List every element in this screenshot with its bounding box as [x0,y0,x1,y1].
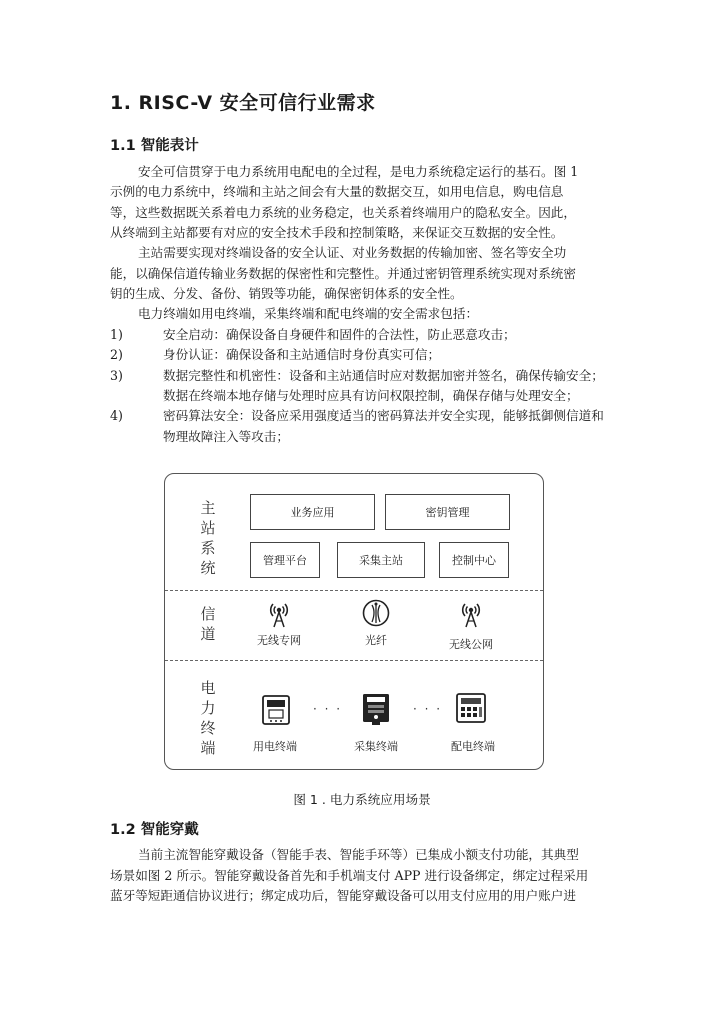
list-number: 3) [110,368,123,383]
terminal-label: 用电终端 [253,740,297,753]
box-business-app: 业务应用 [250,494,375,530]
box-management-platform: 管理平台 [250,542,320,578]
para3-line: 电力终端如用电终端，采集终端和配电终端的安全需求包括： [138,306,479,321]
power-system-diagram [164,473,544,770]
para2-line: 能，以确保信道传输业务数据的保密性和完整性。并通过密钥管理系统实现对系统密 [110,266,576,281]
box-collection-master: 采集主站 [337,542,425,578]
channel-label: 光纤 [365,634,387,647]
para1-line: 从终端到主站都要有对应的安全技术手段和控制策略，来保证交互数据的安全性。 [110,225,564,240]
para1-line: 等，这些数据既关系着电力系统的业务稳定，也关系着终端用户的隐私安全。因此， [110,205,576,220]
channel-label: 无线公网 [449,638,493,651]
terminal-label: 配电终端 [451,740,495,753]
list-item: 数据完整性和机密性：设备和主站通信时应对数据加密并签名，确保传输安全； [163,368,604,383]
collector-terminal-icon [360,692,392,726]
para2-line: 钥的生成、分发、备份、销毁等功能，确保密钥体系的安全性。 [110,286,463,301]
list-number: 1) [110,327,123,342]
ellipsis: · · · [313,702,343,716]
section-title-1-2: 1.2 智能穿戴 [110,822,199,838]
list-item: 身份认证：确保设备和主站通信时身份真实可信； [163,347,441,362]
figure-caption: 图 1 . 电力系统应用场景 [293,792,431,807]
para4-line: 当前主流智能穿戴设备（智能手表、智能手环等）已集成小额支付功能，其典型 [138,847,579,862]
para4-line: 场景如图 2 所示。智能穿戴设备首先和手机端支付 APP 进行设备绑定，绑定过程采用 [110,868,589,883]
list-number: 4) [110,408,123,423]
electric-meter-icon [261,694,291,726]
para2-line: 主站需要实现对终端设备的安全认证、对业务数据的传输加密、签名等安全功 [138,245,567,260]
row-label-master: 主站系统 [200,499,216,577]
antenna-icon [457,600,485,628]
row-label-channel: 信道 [200,605,216,643]
channel-label: 无线专网 [257,634,301,647]
row-label-terminal: 电力终端 [200,679,216,757]
section-title-1: 1. RISC-V 安全可信行业需求 [110,92,376,114]
para4-line: 蓝牙等短距通信协议进行；绑定成功后，智能穿戴设备可以用支付应用的用户账户进 [110,888,576,903]
box-key-management: 密钥管理 [385,494,510,530]
divider [165,660,543,661]
para1-line: 示例的电力系统中，终端和主站之间会有大量的数据交互，如用电信息，购电信息 [110,184,564,199]
list-item: 安全启动：确保设备自身硬件和固件的合法性，防止恶意攻击； [163,327,516,342]
section-title-1-1: 1.1 智能表计 [110,138,199,154]
list-item: 密码算法安全：设备应采用强度适当的密码算法并安全实现，能够抵御侧信道和 [163,408,604,423]
box-control-center: 控制中心 [439,542,509,578]
para1-line: 安全可信贯穿于电力系统用电配电的全过程，是电力系统稳定运行的基石。图 1 [138,164,579,179]
fiber-icon [361,598,391,628]
distribution-terminal-icon [455,692,487,724]
list-number: 2) [110,347,123,362]
antenna-icon [265,600,293,628]
ellipsis: · · · [413,702,443,716]
terminal-label: 采集终端 [354,740,398,753]
list-item: 数据在终端本地存储与处理时应具有访问权限控制，确保存储与处理安全； [163,388,579,403]
divider [165,590,543,591]
list-item: 物理故障注入等攻击； [163,429,289,444]
